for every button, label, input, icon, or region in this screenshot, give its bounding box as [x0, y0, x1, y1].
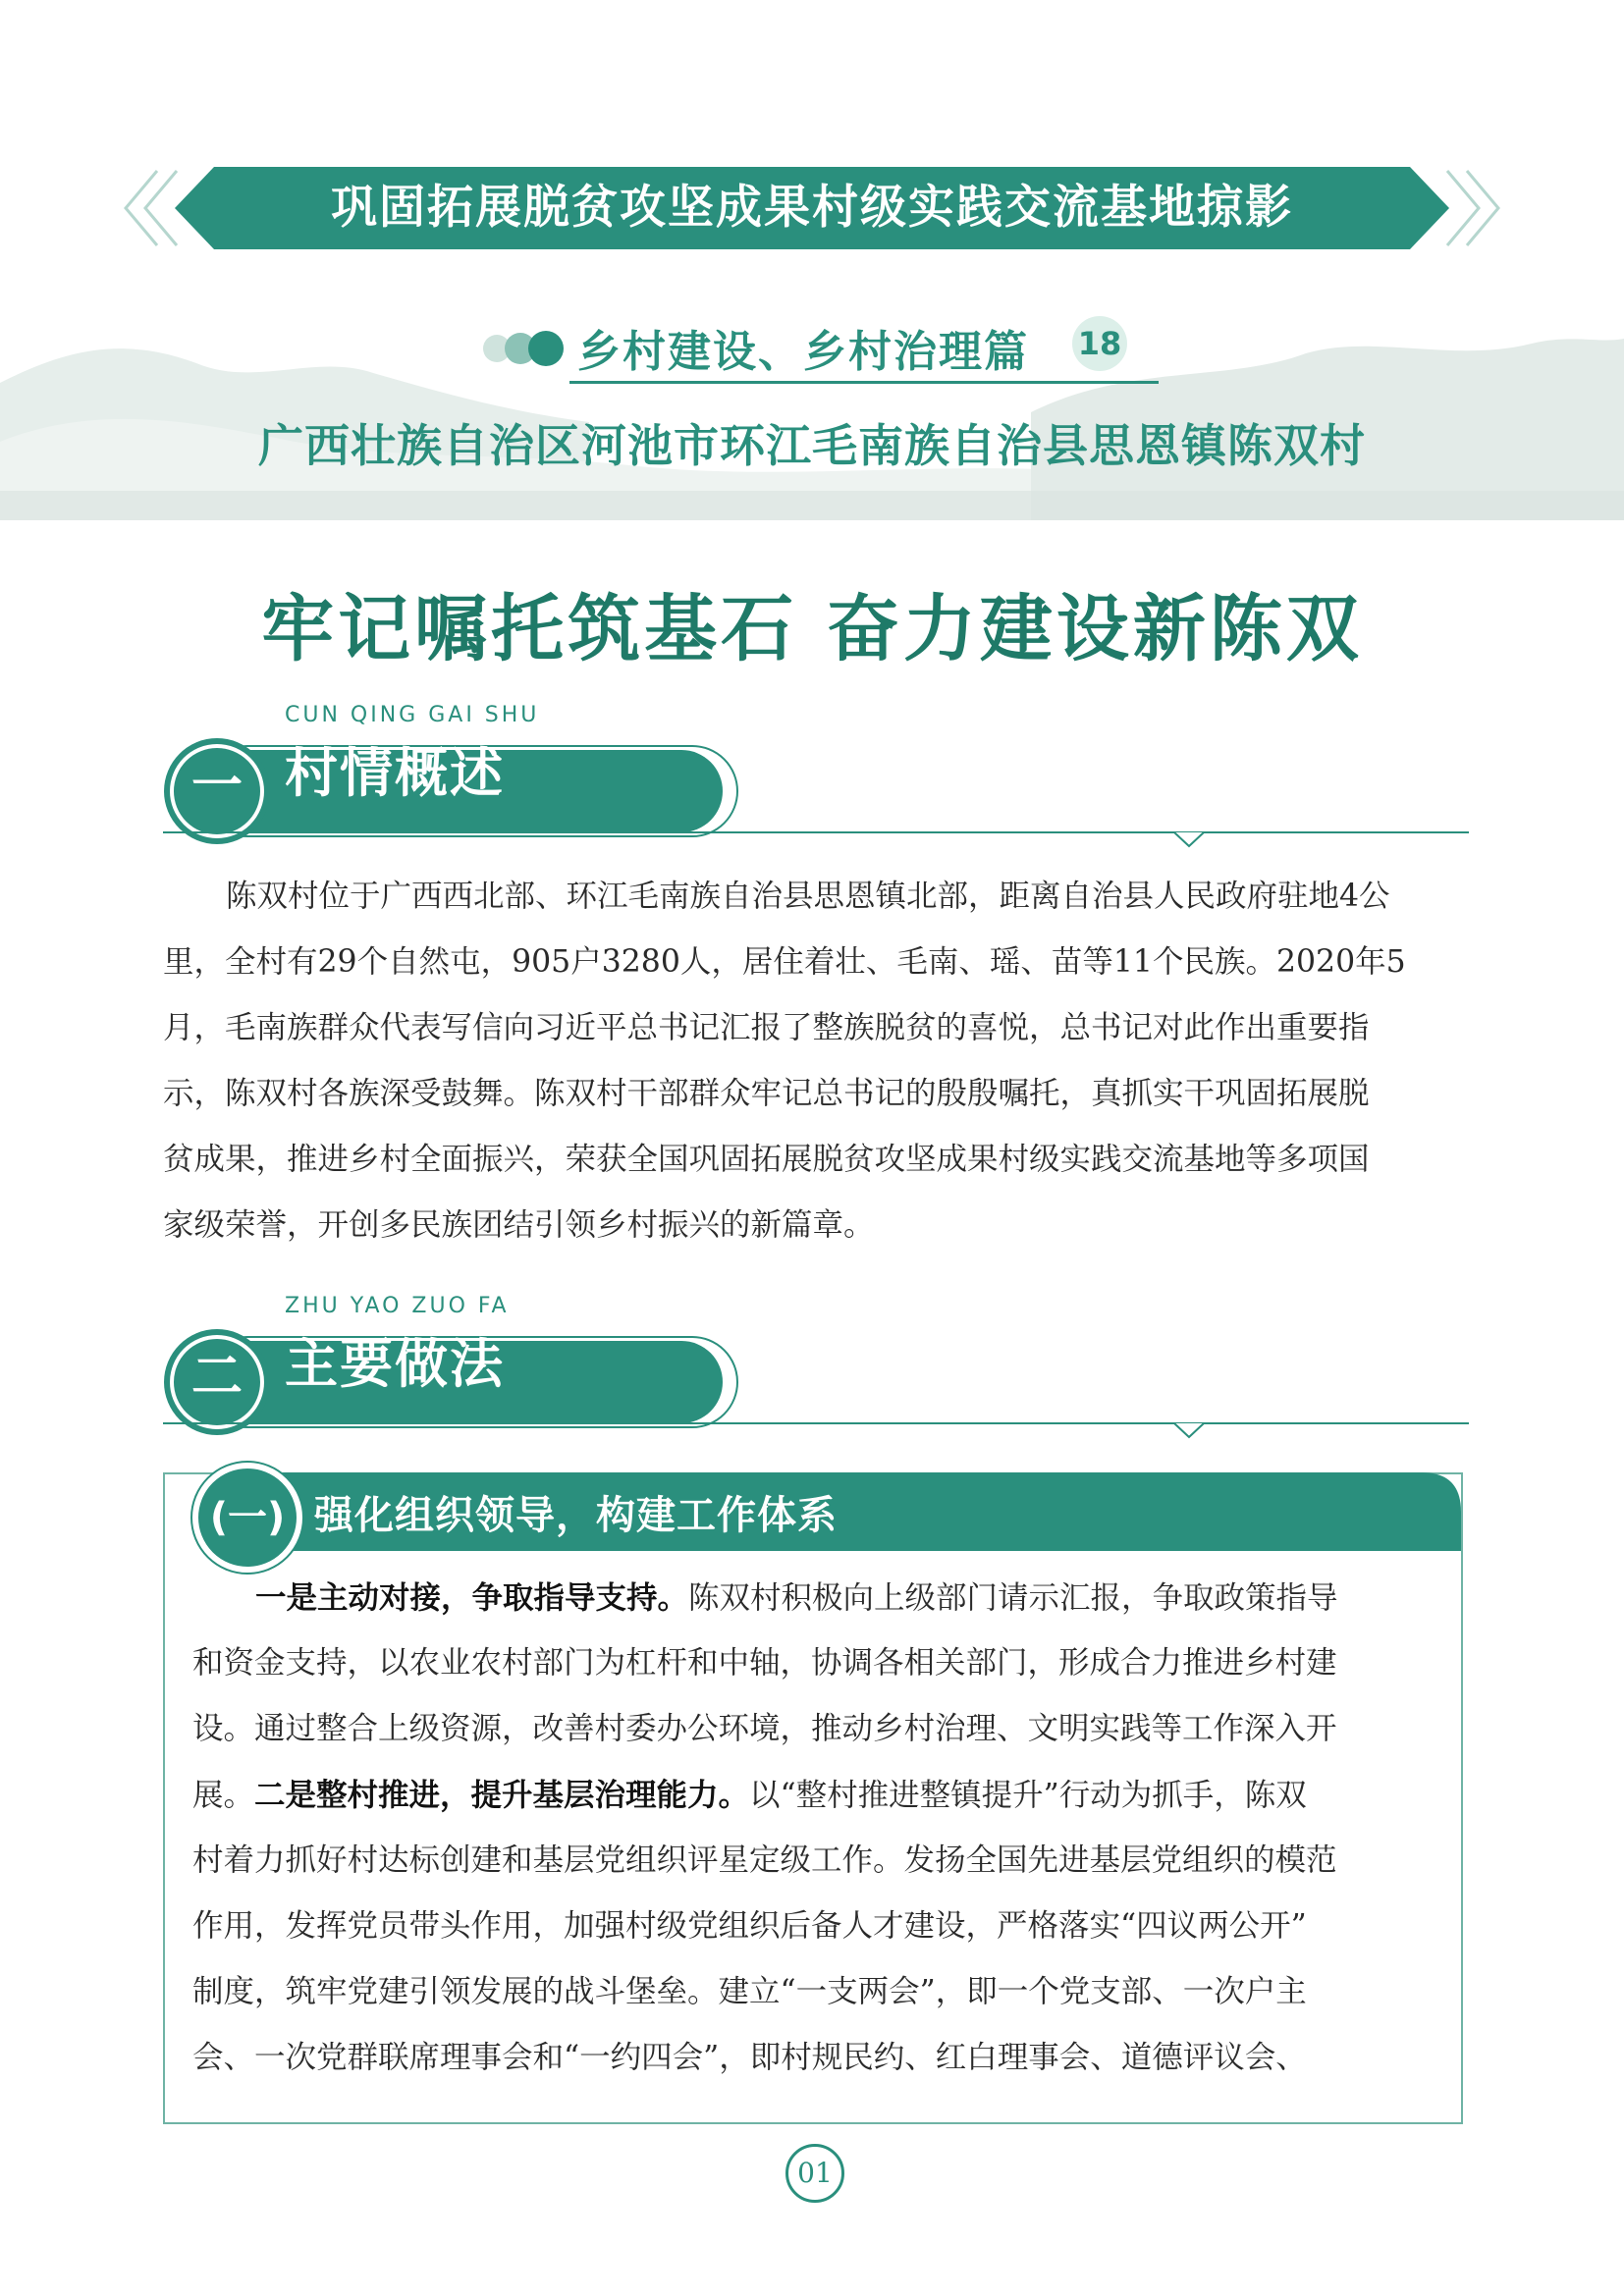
paragraph-line: 作用，发挥党员带头作用，加强村级党组织后备人才建设，严格落实“四议两公开” [192, 1908, 1307, 1944]
section2-pinyin: ZHU YAO ZUO FA [285, 1294, 510, 1318]
paragraph-line [192, 1565, 1434, 1630]
section1-number: 一 [190, 757, 243, 816]
chapter-dots-icon [481, 324, 569, 373]
paragraph-line: 和资金支持，以农业农村部门为杠杆和中轴，协调各相关部门，形成合力推进乡村建 [192, 1645, 1337, 1681]
chapter-number-badge: 18 [1072, 316, 1127, 371]
main-title: 牢记嘱托筑基石 奋力建设新陈双 [261, 587, 1363, 671]
subsection-paragraph [192, 1565, 1434, 2091]
paragraph-line: 贫成果，推进乡村全面振兴，荣获全国巩固拓展脱贫攻坚成果村级实践交流基地等多项国 [163, 1142, 1370, 1177]
bold-lead: 一是主动对接，争取指导支持。 [255, 1579, 689, 1616]
text-run: 展。 [192, 1778, 255, 1813]
text-run: 以“整村推进整镇提升”行动为抓手，陈双 [749, 1778, 1307, 1813]
village-location: 广西壮族自治区河池市环江毛南族自治县思恩镇陈双村 [258, 419, 1366, 472]
top-banner-title: 巩固拓展脱贫攻坚成果村级实践交流基地掠影 [331, 181, 1293, 235]
paragraph-line: 制度，筑牢党建引领发展的战斗堡垒。建立“一支两会”，即一个党支部、一次户主 [192, 1974, 1307, 2009]
chevron-decoration-right-icon [1437, 167, 1506, 249]
section2-label: 主要做法 [285, 1333, 505, 1395]
paragraph-line [192, 1762, 1434, 1828]
subsection-number-badge: (一) [192, 1463, 302, 1573]
paragraph-line: 家级荣誉，开创多民族团结引领乡村振兴的新篇章。 [163, 1207, 875, 1243]
paragraph-line: 月，毛南族群众代表写信向习近平总书记汇报了整族脱贫的喜悦，总书记对此作出重要指 [163, 1010, 1370, 1045]
subsection-title: 强化组织领导，构建工作体系 [314, 1493, 838, 1538]
paragraph-line: 示，陈双村各族深受鼓舞。陈双村干部群众牢记总书记的殷殷嘱托，真抓实干巩固拓展脱 [163, 1076, 1370, 1111]
section1-pinyin: CUN QING GAI SHU [285, 703, 540, 727]
bold-lead: 二是整村推进，提升基层治理能力。 [254, 1777, 750, 1813]
paragraph-line: 会、一次党群联席理事会和“一约四会”，即村规民约、红白理事会、道德评议会、 [192, 2040, 1307, 2075]
chapter-underline [569, 381, 1159, 384]
paragraph-line: 设。通过整合上级资源，改善村委办公环境，推动乡村治理、文明实践等工作深入开 [192, 1711, 1337, 1746]
section1-label: 村情概述 [285, 742, 505, 804]
text-run: 陈双村积极向上级部门请示汇报，争取政策指导 [688, 1580, 1338, 1616]
paragraph-line: 里，全村有29个自然屯，905户3280人，居住着壮、毛南、瑶、苗等11个民族。2020年5 [163, 944, 1406, 980]
paragraph-line: 村着力抓好村达标创建和基层党组织评星定级工作。发扬全国先进基层党组织的模范 [192, 1842, 1337, 1878]
page-number: 01 [785, 2144, 844, 2203]
section2-number: 二 [190, 1348, 243, 1407]
paragraph-line: 陈双村位于广西西北部、环江毛南族自治县思恩镇北部，距离自治县人民政府驻地4公 [226, 879, 1390, 914]
section1-paragraph [163, 864, 1469, 1258]
chapter-title: 乡村建设、乡村治理篇 [577, 327, 1029, 377]
